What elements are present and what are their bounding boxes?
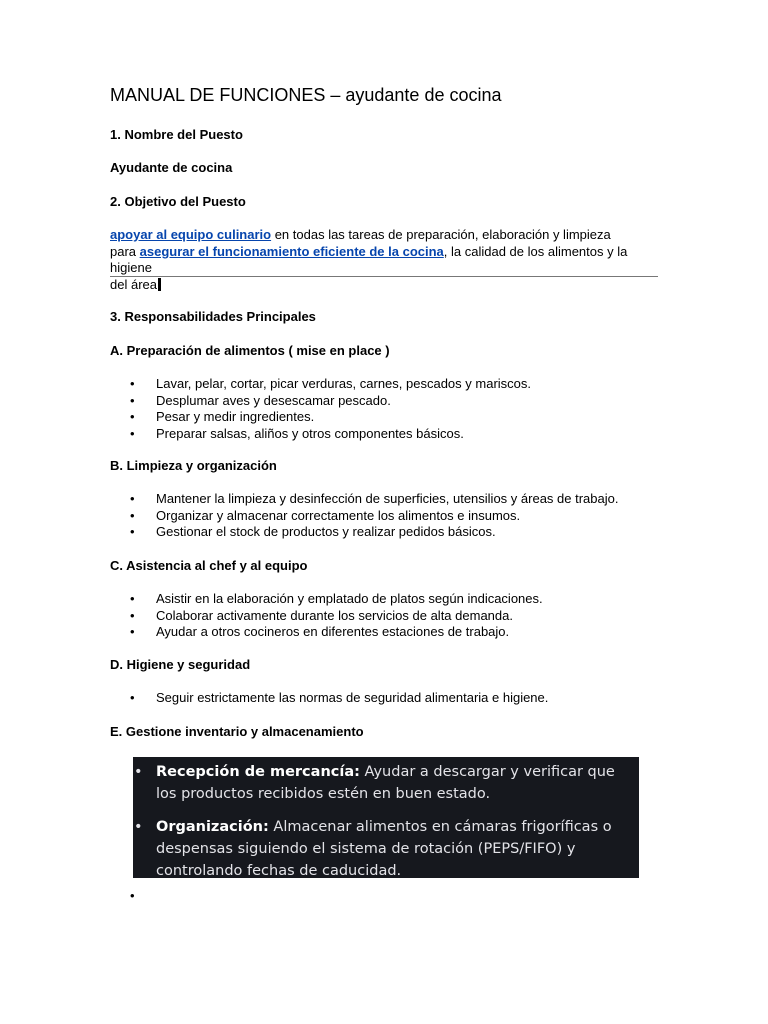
objective-text-1: en todas las tareas de preparación, elaboración y limpieza: [271, 227, 611, 242]
link-apoyar-equipo[interactable]: apoyar al equipo culinario: [110, 227, 272, 242]
objective-paragraph[interactable]: [110, 227, 658, 293]
item-text: Almacenar alimentos en cámaras frigoríficas o despensas siguiendo el sistema de rotación (PEPS/FIFO) y controlando fechas de caducidad.: [156, 819, 612, 879]
objective-text-4: del área: [110, 276, 157, 292]
list-a: [110, 376, 670, 442]
subsection-d-heading: D. Higiene y seguridad: [110, 657, 251, 672]
section-2-heading: 2. Objetivo del Puesto: [110, 194, 246, 209]
subsection-e-heading: E. Gestione inventario y almacenamiento: [110, 724, 364, 739]
item-label: Organización:: [156, 819, 269, 835]
list-item: • Asistir en la elaboración y emplatado de platos según indicaciones.: [110, 591, 670, 608]
empty-list-bullet[interactable]: •: [130, 888, 135, 903]
section-1-heading: 1. Nombre del Puesto: [110, 127, 243, 142]
dark-list-item-reception: [134, 761, 626, 805]
objective-line-3: [110, 277, 658, 294]
list-item: • Organizar y almacenar correctamente los alimentos e insumos.: [110, 508, 670, 525]
list-item: • Preparar salsas, aliños y otros componentes básicos.: [110, 426, 670, 443]
link-asegurar-funcionamiento[interactable]: asegurar el funcionamiento eficiente de la cocina: [139, 243, 444, 259]
list-item: • Colaborar activamente durante los servicios de alta demanda.: [110, 608, 670, 625]
pasted-dark-block: [133, 757, 639, 878]
list-item: • Desplumar aves y desescamar pescado.: [110, 393, 670, 410]
section-3-heading: 3. Responsabilidades Principales: [110, 309, 316, 324]
list-item: • Mantener la limpieza y desinfección de superficies, utensilios y áreas de trabajo.: [110, 491, 670, 508]
item-label: Recepción de mercancía:: [156, 764, 360, 780]
bullet: •: [134, 819, 143, 835]
subsection-c-heading: C. Asistencia al chef y al equipo: [110, 558, 308, 573]
subsection-b-heading: B. Limpieza y organización: [110, 458, 277, 473]
item-text: Ayudar a descargar y verificar que los productos recibidos estén en buen estado.: [156, 764, 615, 802]
list-item: • Pesar y medir ingredientes.: [110, 409, 670, 426]
bullet: •: [134, 764, 143, 780]
objective-text-2: para: [110, 243, 140, 259]
list-c: [110, 591, 670, 641]
list-item: • Ayudar a otros cocineros en diferentes estaciones de trabajo.: [110, 624, 670, 641]
job-title-value: Ayudante de cocina: [110, 160, 233, 175]
document-title: MANUAL DE FUNCIONES – ayudante de cocina: [110, 85, 502, 105]
list-item: • Gestionar el stock de productos y realizar pedidos básicos.: [110, 524, 670, 541]
objective-text-3: , la calidad de los alimentos y la higiene: [110, 243, 628, 275]
list-item: • Lavar, pelar, cortar, picar verduras, carnes, pescados y mariscos.: [110, 376, 670, 393]
subsection-a-heading: A. Preparación de alimentos ( mise en place ): [110, 343, 390, 358]
dark-list-item-organization: [134, 816, 626, 882]
list-b: [110, 491, 670, 541]
horizontal-rule: [110, 276, 658, 277]
text-cursor: [158, 278, 161, 291]
objective-line-2: [110, 244, 658, 277]
list-d: [110, 690, 670, 707]
list-item: • Seguir estrictamente las normas de seguridad alimentaria e higiene.: [110, 690, 670, 707]
objective-line-1: [110, 227, 658, 244]
